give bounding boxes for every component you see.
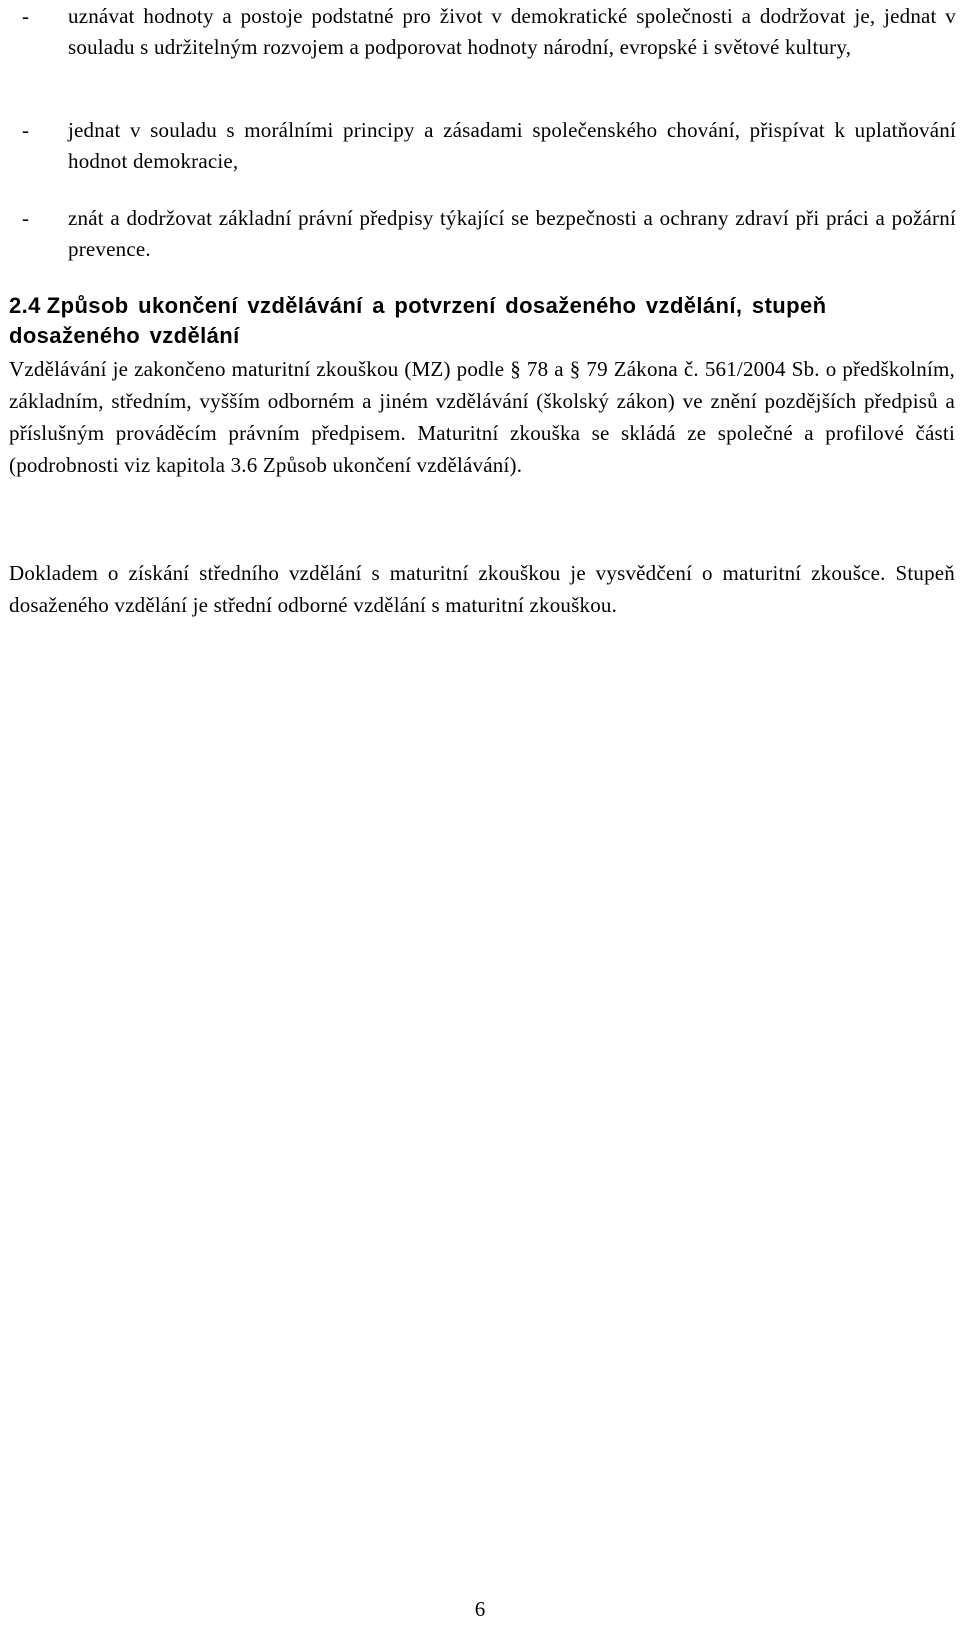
bullet-text: jednat v souladu s morálními principy a zásadami společenského chování, přispívat k uplatňování hodnot demokracie, — [68, 118, 956, 173]
bullet-marker: - — [22, 4, 29, 28]
bullet-text: uznávat hodnoty a postoje podstatné pro život v demokratické společnosti a dodržovat je, jednat v souladu s udržitelným rozvojem a podporovat hodnoty národní, evropské i světové kultury, — [68, 4, 956, 59]
section-heading — [9, 291, 955, 351]
paragraph-certificate: Dokladem o získání středního vzdělání s maturitní zkouškou je vysvědčení o maturitní zkoušce. Stupeň dosaženého vzdělání je střední odborné vzdělání s maturitní zkouškou. — [9, 561, 955, 617]
page-number: 6 — [474, 1597, 486, 1621]
bullet-text: znát a dodržovat základní právní předpisy týkající se bezpečnosti a ochrany zdraví při práci a požární prevence. — [68, 206, 956, 261]
bullet-marker: - — [22, 118, 29, 142]
section-number: 2.4 — [9, 293, 41, 318]
bullet-marker: - — [22, 206, 29, 230]
paragraph-completion: Vzdělávání je zakončeno maturitní zkouškou (MZ) podle § 78 a § 79 Zákona č. 561/2004 Sb. o předškolním, základním, středním, vyšším odborném a jiném vzdělávání (školský zákon) ve znění pozdějších předpisů a příslušným prováděcím právním předpisem. Maturitní zkouška se skládá ze společné a profilové části (podrobnosti viz kapitola 3.6 Způsob ukončení vzdělávání). — [9, 357, 955, 477]
section-title: Způsob ukončení vzdělávání a potvrzení dosaženého vzdělání, stupeň dosaženého vzdělání — [9, 293, 827, 348]
